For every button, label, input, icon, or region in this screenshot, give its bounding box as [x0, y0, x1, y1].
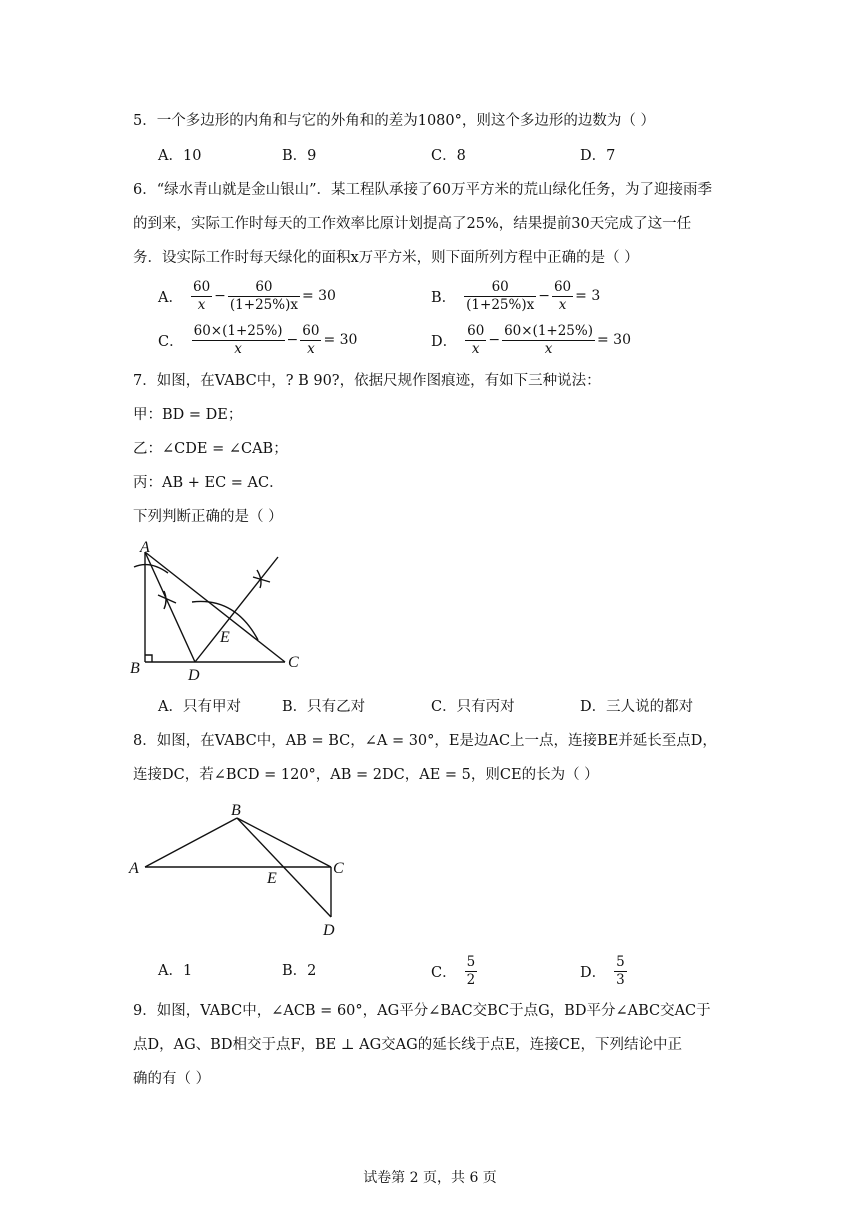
q6-stem-line3: 务．设实际工作时每天绿化的面积x万平方米，则下面所列方程中正确的是（ ）: [133, 250, 639, 266]
q8-option-b: B．2: [282, 963, 317, 979]
q7-label-d: D: [188, 667, 200, 684]
q8-option-d: D． $\frac{5}{3}$: [580, 953, 625, 988]
q8-label-c: C: [333, 860, 344, 877]
q7-question: 下列判断正确的是（ ）: [133, 509, 283, 525]
q6-stem-line1: 6．“绿水青山就是金山银山”．某工程队承接了60万平方米的荒山绿化任务，为了迎接雨季: [133, 182, 712, 198]
q6-option-c: C． $\frac{60\times(1+25\%)}{x}$ − $\frac{60}{x}$ = 30: [158, 322, 358, 357]
page-footer: 试卷第 2 页，共 6 页: [363, 1170, 497, 1186]
fraction: $\frac{5}{3}$: [616, 953, 625, 988]
q8-label-a: A: [129, 860, 139, 877]
q7-statement-bing: 丙：AB + EC = AC．: [133, 475, 284, 491]
q6-option-c-label: C．: [158, 333, 184, 350]
q6-option-d: D． $\frac{60}{x}$ − $\frac{60\times(1+25\%)}{x}$ = 30: [431, 322, 631, 357]
q8-label-e: E: [267, 870, 277, 887]
fraction: $\frac{60}{x}$: [553, 278, 572, 313]
q7-label-c: C: [288, 654, 299, 671]
q9-stem-line3: 确的有（ ）: [133, 1071, 211, 1087]
q8-label-b: B: [231, 802, 241, 819]
fraction: $\frac{60}{(1+25\%)x}$: [229, 278, 298, 313]
q6-option-a-label: A．: [158, 289, 183, 306]
q5-option-a: A．10: [158, 148, 202, 164]
q7-figure: [120, 535, 320, 685]
fraction: $\frac{5}{2}$: [466, 953, 476, 988]
q5-option-b: B．9: [282, 148, 317, 164]
q7-option-b: B．只有乙对: [282, 699, 366, 715]
q7-option-c: C．只有丙对: [431, 699, 515, 715]
q5-option-d: D．7: [580, 148, 616, 164]
fraction: $\frac{60}{x}$: [302, 322, 320, 357]
q8-label-d: D: [323, 922, 335, 939]
fraction: $\frac{60}{x}$: [192, 278, 211, 313]
q7-stem: 7．如图，在VABC中，? B 90?，依据尺规作图痕迹，有如下三种说法：: [133, 373, 601, 389]
q6-option-b-label: B．: [431, 289, 457, 306]
fraction: $\frac{60}{x}$: [467, 322, 485, 357]
q8-stem-line1: 8．如图，在VABC中，AB = BC，∠A = 30°，E是边AC上一点，连接BE并延长至点D，: [133, 733, 717, 749]
fraction: $\frac{60\times(1+25\%)}{x}$: [193, 322, 283, 357]
q5-stem: 5．一个多边形的内角和与它的外角和的差为1080°，则这个多边形的边数为（ ）: [133, 113, 655, 129]
q6-option-a: A． $\frac{60}{x}$ − $\frac{60}{(1+25\%)x}$ = 30: [158, 278, 336, 313]
q7-option-a: A．只有甲对: [158, 699, 241, 715]
q8-option-c: C． $\frac{5}{2}$: [431, 953, 476, 988]
fraction: $\frac{60}{(1+25\%)x}$: [466, 278, 535, 313]
q8-stem-line2: 连接DC，若∠BCD = 120°，AB = 2DC，AE = 5，则CE的长为（ ）: [133, 767, 599, 783]
q7-label-b: B: [130, 660, 140, 677]
q6-stem-line2: 的到来，实际工作时每天的工作效率比原计划提高了25%，结果提前30天完成了这一任: [133, 216, 692, 232]
q7-statement-jia: 甲：BD = DE；: [133, 407, 243, 423]
fraction: $\frac{60\times(1+25\%)}{x}$: [504, 322, 593, 357]
q7-statement-yi: 乙：∠CDE = ∠CAB；: [133, 441, 288, 457]
q6-option-b: B． $\frac{60}{(1+25\%)x}$ − $\frac{60}{x}$ = 3: [431, 278, 601, 313]
q8-figure: [125, 795, 355, 940]
q5-option-c: C．8: [431, 148, 466, 164]
q9-stem-line2: 点D，AG、BD相交于点F，BE ⊥ AG交AG的延长线于点E，连接CE，下列结论中正: [133, 1037, 682, 1053]
q8-option-a: A．1: [158, 963, 193, 979]
q6-option-d-label: D．: [431, 333, 458, 350]
q7-label-e: E: [220, 629, 230, 646]
q7-label-a: A: [140, 539, 150, 556]
q7-option-d: D．三人说的都对: [580, 699, 694, 715]
q9-stem-line1: 9．如图，VABC中，∠ACB = 60°，AG平分∠BAC交BC于点G，BD平分∠ABC交AC于: [133, 1003, 711, 1019]
